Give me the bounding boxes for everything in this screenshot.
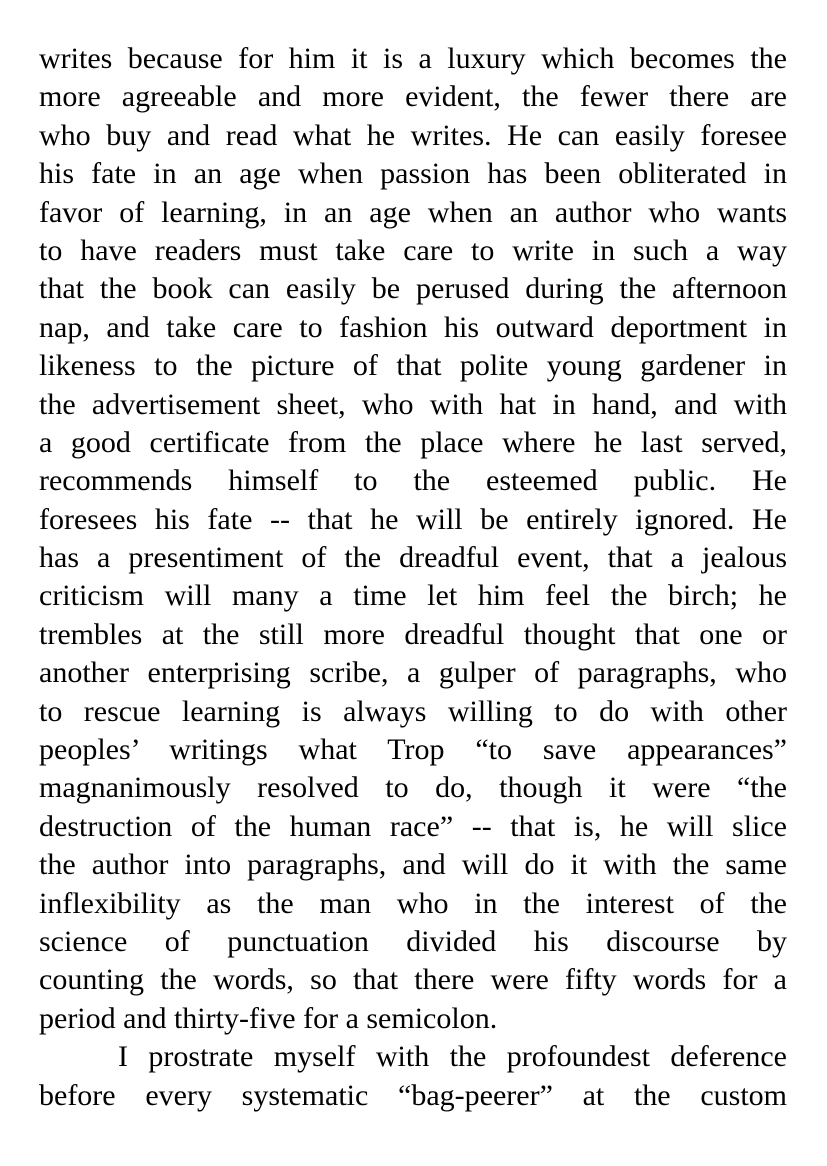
text-line: favor of learning, in an age when an author who wants <box>39 195 787 229</box>
paragraph-2 <box>39 1038 787 1115</box>
text-line: to have readers must take care to write in such a way <box>39 233 787 267</box>
text-line: science of punctuation divided his discourse by <box>39 924 787 958</box>
text-line: criticism will many a time let him feel the birch; he <box>39 579 787 613</box>
text-line: counting the words, so that there were fifty words for a <box>39 963 787 997</box>
text-line: the advertisement sheet, who with hat in hand, and with <box>39 387 787 421</box>
text-line: another enterprising scribe, a gulper of paragraphs, who <box>39 656 787 690</box>
text-line: has a presentiment of the dreadful event, that a jealous <box>39 541 787 575</box>
text-line: trembles at the still more dreadful thought that one or <box>39 617 787 651</box>
text-line: nap, and take care to fashion his outward deportment in <box>39 310 787 344</box>
text-line: the author into paragraphs, and will do it with the same <box>39 848 787 882</box>
paragraph-1 <box>39 40 787 1038</box>
text-line: that the book can easily be perused during the afternoon <box>39 272 787 306</box>
text-line: writes because for him it is a luxury which becomes the <box>39 42 787 75</box>
text-line: likeness to the picture of that polite young gardener in <box>39 349 787 383</box>
text-line: magnanimously resolved to do, though it were “the <box>39 771 787 805</box>
text-line: inflexibility as the man who in the interest of the <box>39 886 787 920</box>
page-text <box>39 40 787 1115</box>
text-line: a good certificate from the place where he last served, <box>39 425 787 459</box>
text-line: destruction of the human race” -- that is, he will slice <box>39 809 787 843</box>
text-line: his fate in an age when passion has been obliterated in <box>39 157 787 191</box>
text-line: recommends himself to the esteemed public. He <box>39 464 787 498</box>
text-line: foresees his fate -- that he will be entirely ignored. He <box>39 502 787 536</box>
text-line: period and thirty-five for a semicolon. <box>39 1001 498 1035</box>
text-line: before every systematic “bag-peerer” at the custom <box>39 1078 787 1112</box>
text-line: more agreeable and more evident, the fewer there are <box>39 80 787 114</box>
text-line: I prostrate myself with the profoundest deference <box>118 1040 787 1074</box>
text-line: who buy and read what he writes. He can easily foresee <box>39 118 787 152</box>
text-line: to rescue learning is always willing to do with other <box>39 694 787 728</box>
text-line: peoples’ writings what Trop “to save appearances” <box>39 733 787 767</box>
